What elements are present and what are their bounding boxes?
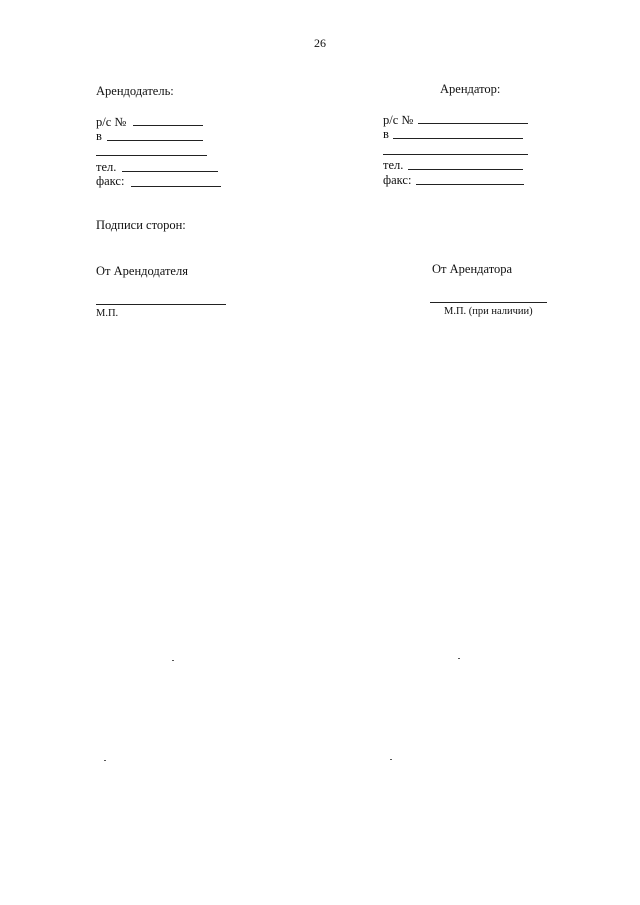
lessee-signature-line	[430, 302, 547, 303]
lessor-bank-field	[107, 140, 203, 141]
lessor-bank-field-extra	[96, 155, 207, 156]
scan-speck	[390, 759, 392, 760]
lessee-fax-field	[416, 184, 524, 185]
lessor-signature-line	[96, 304, 226, 305]
lessee-bank-field	[393, 138, 523, 139]
lessor-phone-label: тел.	[96, 160, 117, 174]
scan-speck	[172, 660, 174, 661]
signatures-heading: Подписи сторон:	[96, 218, 186, 232]
lessee-fax-label: факс:	[383, 173, 412, 187]
lessor-account-label: р/с №	[96, 115, 127, 129]
lessor-heading: Арендодатель:	[96, 84, 174, 98]
lessee-bank-field-extra	[383, 154, 528, 155]
lessee-signature-label: От Арендатора	[432, 262, 513, 276]
lessee-in-label: в	[383, 127, 389, 141]
lessor-in-label: в	[96, 129, 102, 143]
lessee-phone-label: тел.	[383, 158, 404, 172]
lessee-phone-field	[408, 169, 523, 170]
lessee-account-label: р/с №	[383, 113, 414, 127]
lessor-phone-field	[122, 171, 218, 172]
lessor-stamp-label: М.П.	[96, 308, 119, 319]
lessee-heading: Арендатор:	[440, 82, 501, 96]
lessor-signature-label: От Арендодателя	[96, 264, 188, 278]
lessor-fax-label: факс:	[96, 174, 125, 188]
scan-speck	[104, 760, 106, 761]
page-number: 26	[314, 36, 326, 50]
lessor-fax-field	[131, 186, 221, 187]
lessee-account-field	[418, 123, 528, 124]
lessor-account-field	[133, 125, 203, 126]
lessee-stamp-label: М.П. (при наличии)	[444, 306, 533, 317]
scan-speck	[458, 658, 460, 659]
